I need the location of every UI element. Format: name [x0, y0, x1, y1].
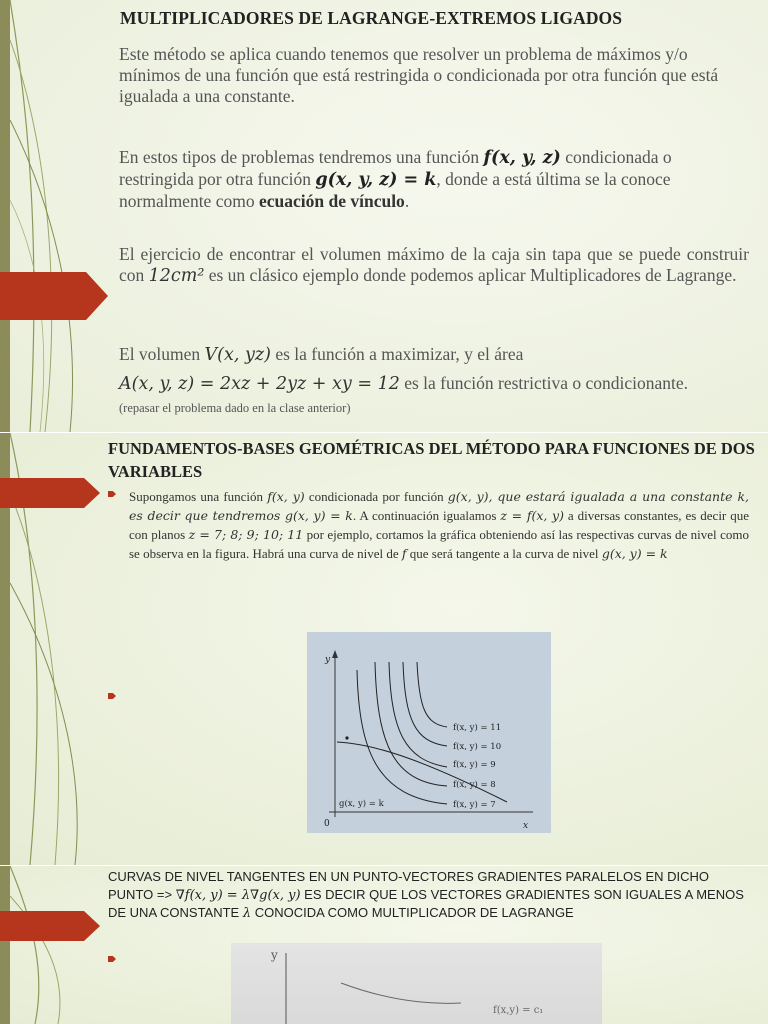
slide-2 — [0, 433, 768, 865]
level-label-7: f(x, y) = 7 — [453, 800, 496, 810]
y-axis-label: y — [325, 655, 331, 665]
level-label-11: f(x, y) = 11 — [453, 723, 502, 733]
paragraph-functions: En estos tipos de problemas tendremos una función f(x, y, z) condicionada o restringida por otra función g(x, y, z) = k, donde a está última se la conoce normalmente como ecuación de vínculo. — [119, 147, 672, 211]
paragraph-volume: El volumen V(x, yz) es la función a maximizar, y el área — [119, 344, 524, 365]
level-label-9: f(x, y) = 9 — [453, 760, 496, 770]
slide-3 — [0, 866, 768, 1024]
red-arrow-tag — [0, 478, 100, 508]
page-title: MULTIPLICADORES DE LAGRANGE-EXTREMOS LIGADOS — [120, 8, 623, 28]
bullet-arrow-icon — [108, 693, 116, 699]
photo-curve-label: f(x,y) = c₁ — [493, 1005, 544, 1016]
gradient-caption: CURVAS DE NIVEL TANGENTES EN UN PUNTO-VECTORES GRADIENTES PARALELOS EN DICHO PUNTO => ∇f(x, y) = λ∇g(x, y) ES DECIR QUE LOS VECTORES GRADIENTES SON IGUALES A MENOS DE UNA CONSTANTE λ CONOCIDA COMO MULTIPLICADOR DE LAGRANGE — [108, 869, 744, 921]
level-curves-figure — [307, 632, 551, 833]
paragraph-example: El ejercicio de encontrar el volumen máximo de la caja sin tapa que se puede construir con 12cm² es un clásico ejemplo donde podemos aplicar Multiplicadores de Lagrange. — [119, 244, 749, 286]
section-title: FUNDAMENTOS-BASES GEOMÉTRICAS DEL MÉTODO PARA FUNCIONES DE DOS VARIABLES — [108, 439, 755, 481]
origin-label: 0 — [324, 819, 330, 829]
x-axis-label: x — [523, 821, 529, 831]
handwritten-graph-photo — [231, 943, 602, 1024]
red-arrow-tag — [0, 272, 108, 320]
red-arrow-tag — [0, 911, 100, 941]
paragraph-intro: Este método se aplica cuando tenemos que resolver un problema de máximos y/o mínimos de una función que está restringida o condicionada por otra función que está igualada a una constante. — [119, 44, 719, 106]
slide-1 — [0, 0, 768, 432]
constraint-label: g(x, y) = k — [339, 799, 384, 809]
paragraph-area-equation: A(x, y, z) = 2xz + 2yz + xy = 12 es la función restrictiva o condicionante. — [119, 373, 689, 394]
bullet-arrow-icon — [108, 491, 116, 497]
bullet-text: Supongamos una función f(x, y) condicionada por función g(x, y), que estará igualada a una constante k, es decir que tendremos g(x, y) = k. A continuación igualamos z = f(x, y) a diversas constantes, es decir que con planos z = 7; 8; 9; 10; 11 por ejemplo, cortamos la gráfica obteniendo así las respectivas curvas de nivel como se observa en la figura. Habrá una curva de nivel de f que será tangente a la curva de nivel g(x, y) = k — [129, 489, 749, 561]
grass-decoration — [0, 0, 110, 432]
level-label-10: f(x, y) = 10 — [453, 742, 502, 752]
level-label-8: f(x, y) = 8 — [453, 780, 496, 790]
photo-y-axis-label: y — [271, 948, 278, 962]
grass-decoration — [0, 866, 110, 1024]
bullet-arrow-icon — [108, 956, 116, 962]
note-text: (repasar el problema dado en la clase anterior) — [119, 401, 351, 415]
